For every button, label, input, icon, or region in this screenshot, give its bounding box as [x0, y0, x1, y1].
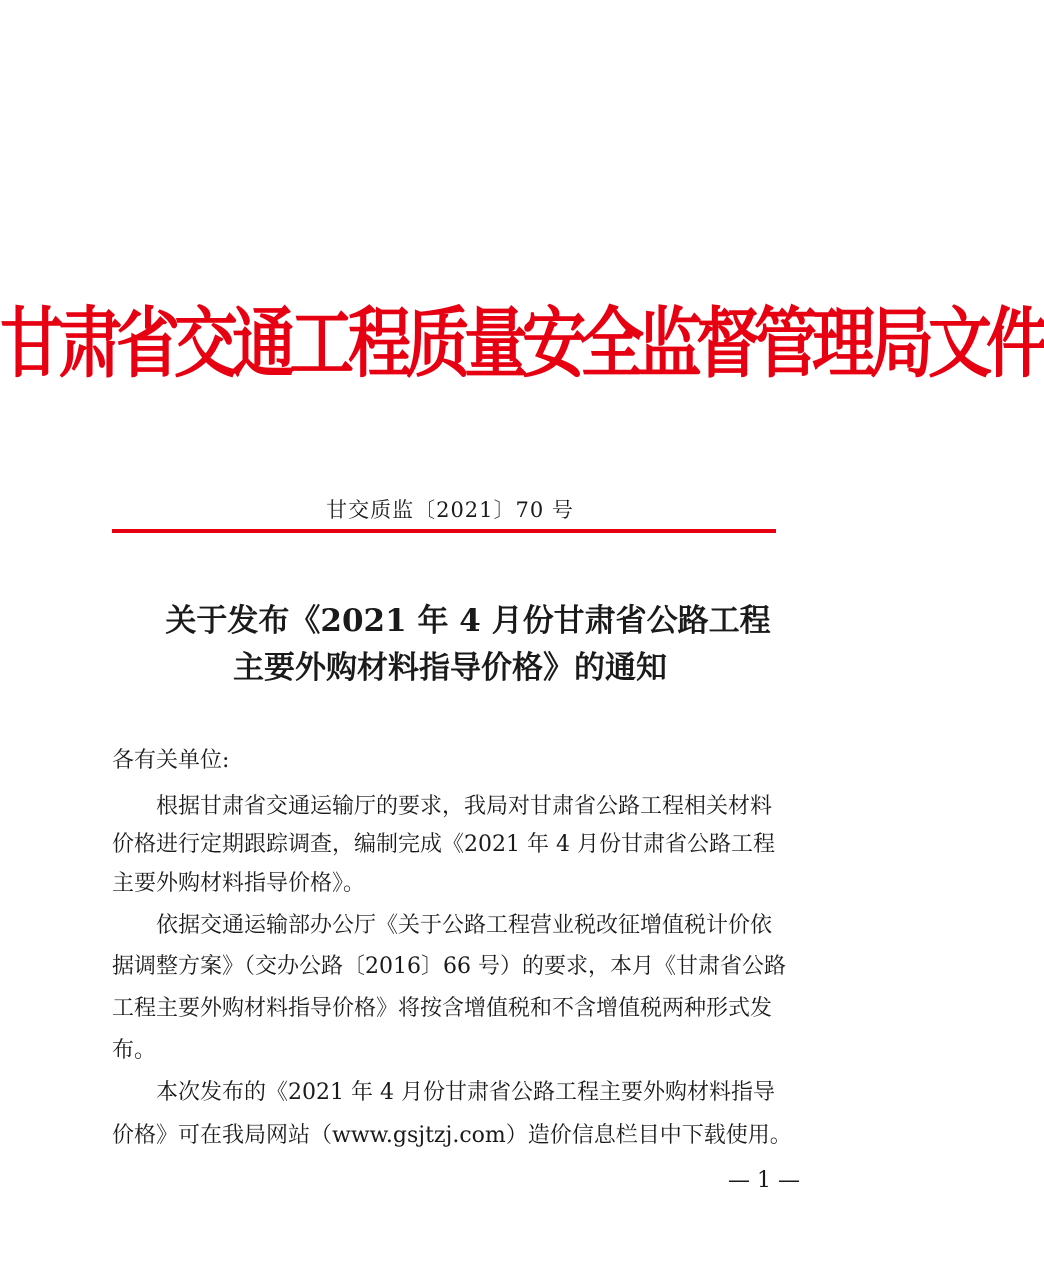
red-separator-line	[112, 529, 776, 533]
body-line: 价格》可在我局网站（www.gsjtzj.com）造价信息栏目中下载使用。	[112, 1123, 792, 1148]
body-line: 根据甘肃省交通运输厅的要求，我局对甘肃省公路工程相关材料	[112, 794, 773, 819]
document-number: 甘交质监〔2021〕70 号	[326, 498, 574, 522]
body-line: 据调整方案》（交办公路〔2016〕66 号）的要求，本月《甘肃省公路	[112, 954, 786, 979]
notice-title-line-2: 主要外购材料指导价格》的通知	[233, 650, 667, 686]
page-number: — 1 —	[728, 1168, 800, 1193]
body-line: 本次发布的《2021 年 4 月份甘肃省公路工程主要外购材料指导	[112, 1080, 775, 1105]
body-line: 布。	[112, 1038, 157, 1063]
body-line: 主要外购材料指导价格》。	[112, 871, 366, 896]
body-line: 依据交通运输部办公厅《关于公路工程营业税改征增值税计价依	[112, 913, 773, 938]
body-line: 价格进行定期跟踪调查，编制完成《2021 年 4 月份甘肃省公路工程	[112, 832, 775, 857]
issuer-title: 甘肃省交通工程质量安全监督管理局文件	[0, 300, 1044, 390]
notice-title-line-1: 关于发布《2021 年 4 月份甘肃省公路工程	[165, 603, 771, 639]
addressee: 各有关单位:	[112, 748, 230, 773]
body-line: 工程主要外购材料指导价格》将按含增值税和不含增值税两种形式发	[112, 996, 773, 1021]
